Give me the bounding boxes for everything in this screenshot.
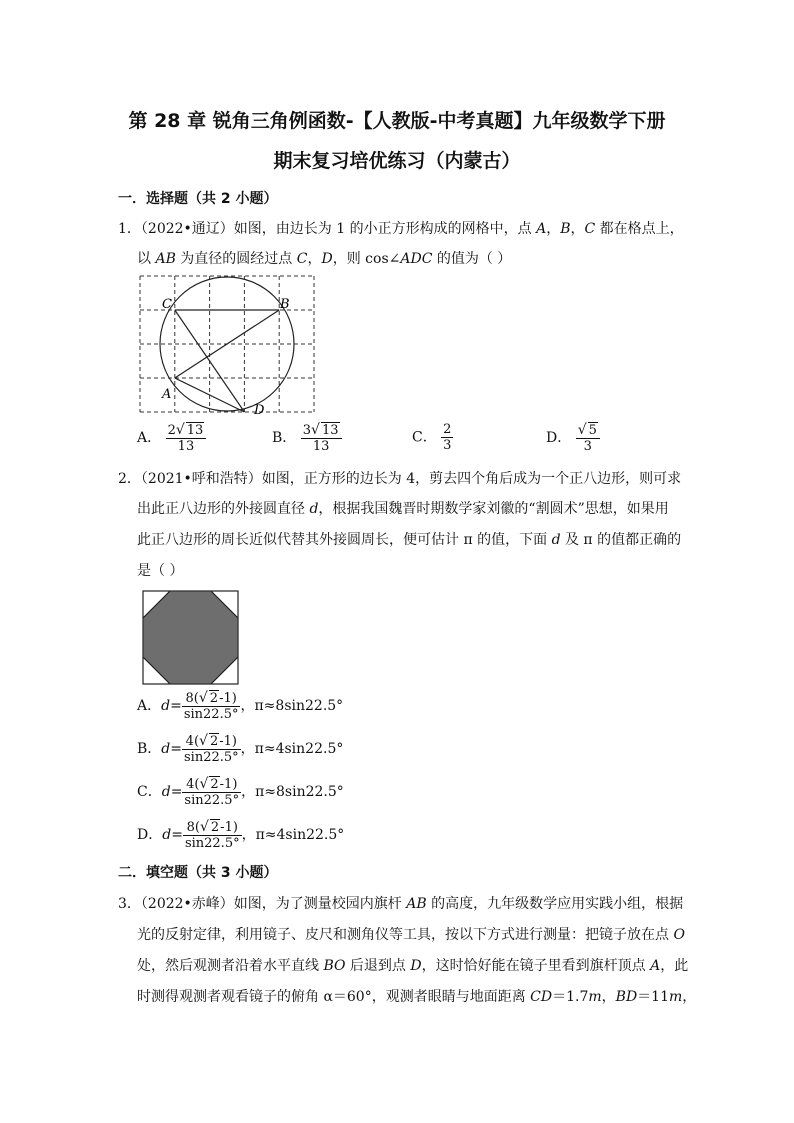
q1-text-line-1: 1．（2022•通辽）如图，由边长为 1 的小正方形构成的网格中，点 A，B，C 都在格点上，: [118, 221, 684, 237]
section-heading-choice: 一．选择题（共 2 小题）: [118, 191, 278, 207]
q1-label-D: D: [254, 403, 265, 418]
q3-text-line-3: 处，然后观测者沿着水平直线 BO 后退到点 D，这时恰好能在镜子里看到旗杆顶点 A，此: [137, 958, 689, 974]
q1-option-c[interactable]: C． $\frac{2}{3}$: [412, 422, 452, 453]
q2-option-a[interactable]: A．d= $\frac{8(√ 2-1)}{\sin 22.5^\circ}$ ，π≈8sin22.5°: [137, 690, 344, 722]
q1-grid-circle-figure: [130, 272, 320, 422]
q1-label-C: C: [162, 297, 172, 312]
q2-option-b[interactable]: B．d= $\frac{4(√ 2-1)}{\sin 22.5^\circ}$ ，π≈4sin22.5°: [137, 733, 344, 765]
q1-label-A: A: [162, 387, 172, 402]
q2-option-c[interactable]: C．d= $\frac{4(√ 2-1)}{\sin 22.5^\circ}$ ，π≈8sin22.5°: [137, 776, 344, 808]
page-title-line-1: 第 28 章 锐角三角例函数-【人教版-中考真题】九年级数学下册: [128, 110, 666, 132]
q1-option-d[interactable]: D． $\frac{√ 5}{3}$: [546, 422, 600, 454]
section-heading-fill: 二．填空题（共 3 小题）: [118, 865, 278, 881]
q2-octagon: [143, 591, 238, 684]
page-title-line-2: 期末复习培优练习（内蒙古）: [273, 150, 521, 172]
q3-text-line-1: 3．（2022•赤峰）如图，为了测量校园内旗杆 AB 的高度，九年级数学应用实践小组，根据: [118, 896, 684, 912]
q3-text-line-2: 光的反射定律，利用镜子、皮尺和测角仪等工具，按以下方式进行测量：把镜子放在点 O: [137, 927, 685, 943]
q2-option-d[interactable]: D．d= $\frac{8(√ 2-1)}{\sin 22.5^\circ}$ ，π≈4sin22.5°: [137, 819, 345, 851]
q2-text-line-1: 2．（2021•呼和浩特）如图，正方形的边长为 4，剪去四个角后成为一个正八边形，则可求: [118, 471, 682, 487]
q1-option-a[interactable]: A． $\frac{2√ 13}{13}$: [137, 422, 206, 454]
q2-octagon-figure: [142, 590, 240, 686]
q1-text-line-2: 以 AB 为直径的圆经过点 C，D，则 cos∠ADC 的值为（ ）: [137, 251, 512, 267]
q3-text-line-4: 时测得观测者观看镜子的俯角 α＝60°，观测者眼睛与地面距离 CD＝1.7m，BD＝11m，: [137, 989, 697, 1005]
q2-text-line-4: 是（ ）: [137, 563, 184, 579]
q2-text-line-2: 出此正八边形的外接圆直径 d，根据我国魏晋时期数学家刘徽的“割圆术”思想，如果用: [137, 501, 669, 517]
q1-label-B: B: [280, 297, 290, 312]
q2-text-line-3: 此正八边形的周长近似代替其外接圆周长，便可估计 π 的值，下面 d 及 π 的值都正确的: [137, 532, 682, 548]
q1-option-b[interactable]: B． $\frac{3√ 13}{13}$: [272, 422, 342, 454]
